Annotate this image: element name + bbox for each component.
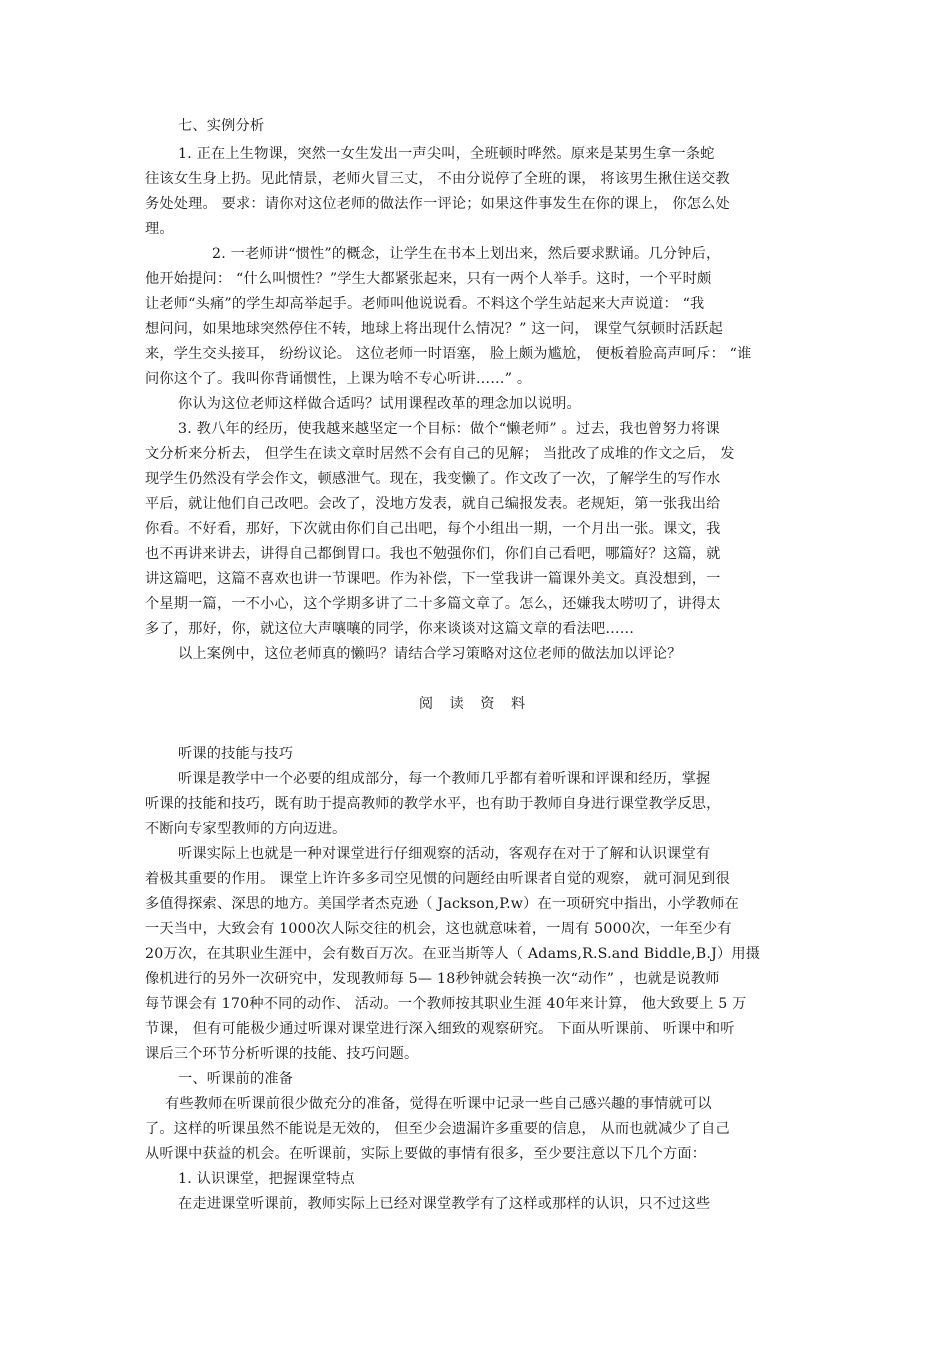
case2-line-6: 问你这个了。我叫你背诵惯性，上课为啥不专心听讲……” 。 (145, 371, 532, 387)
case2-line-4: 想问问，如果地球突然停住不转，地球上将出现什么情况？” 这一问， 课堂气氛顿时活跃起 (145, 321, 723, 337)
para4-line-1: 在走进课堂听课前，教师实际上已经对课堂教学有了这样或那样的认识，只不过这些 (178, 1196, 711, 1212)
case2-line-2: 他开始提问： “什么叫惯性？”学生大都紧张起来，只有一两个人举手。这时，一个平时颇 (145, 271, 712, 287)
case2-question: 你认为这位老师这样做合适吗？试用课程改革的理念加以说明。 (178, 396, 581, 412)
para2-line-9: 课后三个环节分析听课的技能、技巧问题。 (145, 1046, 419, 1062)
case1-line-1: 1. 正在上生物课，突然一女生发出一声尖叫，全班顿时哗然。原来是某男生拿一条蛇 (178, 146, 715, 162)
case3-line-8: 个星期一篇，一不小心，这个学期多讲了二十多篇文章了。怎么，还嫌我太唠叨了，讲得太 (145, 596, 721, 612)
case3-line-9: 多了，那好，你，就这位大声嚷嚷的同学，你来谈谈对这篇文章的看法吧…… (145, 621, 635, 637)
para2-line-1: 听课实际上也就是一种对课堂进行仔细观察的活动，客观存在对于了解和认识课堂有 (178, 846, 711, 862)
para2-line-4: 一天当中，大致会有 1000次人际交往的机会，这也就意味着，一周有 5000次，一年至少有 (145, 921, 732, 937)
case1-line-2: 往该女生身上扔。见此情景，老师火冒三丈， 不由分说停了全班的课， 将该男生揪住送交教 (145, 171, 730, 187)
case1-line-3: 务处处理。 要求：请你对这位老师的做法作一评论；如果这件事发生在你的课上， 你怎么处 (145, 196, 730, 212)
case2-line-5: 来，学生交头接耳， 纷纷议论。 这位老师一时语塞， 脸上颇为尴尬， 便板着脸高声呵斥： “谁 (145, 346, 752, 362)
para2-line-8: 节课， 但有可能极少通过听课对课堂进行深入细致的观察研究。 下面从听课前、 听课中和听 (145, 1021, 735, 1037)
case3-line-1: 3. 教八年的经历，使我越来越坚定一个目标：做个“懒老师” 。过去，我也曾努力将课 (178, 421, 720, 437)
case3-line-4: 平后，就让他们自己改吧。会改了，没地方发表，就自己编报发表。老规矩，第一张我出给 (145, 496, 721, 512)
case1-line-4: 理。 (145, 221, 174, 237)
para1-line-2: 听课的技能和技巧，既有助于提高教师的教学水平，也有助于教师自身进行课堂教学反思， (145, 796, 721, 812)
case3-line-7: 讲这篇吧，这篇不喜欢也讲一节课吧。作为补偿，下一堂我讲一篇课外美文。真没想到，一 (145, 571, 721, 587)
case-section-heading: 七、实例分析 (178, 118, 265, 134)
para2-line-6: 像机进行的另外一次研究中，发现教师每 5— 18秒钟就会转换一次“动作” ，也就是说教师 (145, 971, 720, 987)
para2-line-3: 多值得探索、深思的地方。美国学者杰克逊（ Jackson,P.w）在一项研究中指出，小学教师在 (145, 896, 739, 912)
para3-line-1: 有些教师在听课前很少做充分的准备，觉得在听课中记录一些自己感兴趣的事情就可以 (165, 1096, 712, 1112)
section1-heading: 一、听课前的准备 (178, 1071, 294, 1087)
para2-line-2: 着极其重要的作用。 课堂上许许多多司空见惯的问题经由听课者自觉的观察， 就可洞见到很 (145, 871, 730, 887)
article-title: 听课的技能与技巧 (178, 746, 294, 762)
case2-line-3: 让老师“头痛”的学生却高举起手。老师叫他说说看。不料这个学生站起来大声说道： “我 (145, 296, 705, 312)
para2-line-5: 20万次，在其职业生涯中，会有数百万次。在亚当斯等人（ Adams,R.S.and Biddle,B.J）用摄 (145, 946, 761, 962)
case3-line-6: 也不再讲来讲去，讲得自己都倒胃口。我也不勉强你们，你们自己看吧，哪篇好？这篇，就 (145, 546, 721, 562)
para1-line-1: 听课是教学中一个必要的组成部分，每一个教师几乎都有着听课和评课和经历，掌握 (178, 771, 711, 787)
case3-line-2: 文分析来分析去， 但学生在读文章时居然不会有自己的见解； 当批改了成堆的作文之后， 发 (145, 446, 735, 462)
para3-line-2: 了。这样的听课虽然不能说是无效的， 但至少会遗漏许多重要的信息， 从而也就减少了自己 (145, 1121, 730, 1137)
case3-line-5: 你看。不好看，那好，下次就由你们自己出吧，每个小组出一期，一个月出一张。课文，我 (145, 521, 721, 537)
para2-line-7: 每节课会有 170种不同的动作、 活动。一个教师按其职业生涯 40年来计算， 他大致要上 5 万 (145, 996, 747, 1012)
item1-heading: 1. 认识课堂，把握课堂特点 (178, 1171, 355, 1187)
para1-line-3: 不断向专家型教师的方向迈进。 (145, 821, 347, 837)
reading-title: 阅 读 资 料 (418, 696, 532, 712)
case3-line-3: 现学生仍然没有学会作文，顿感泄气。现在，我变懒了。作文改了一次，了解学生的写作水 (145, 471, 721, 487)
case3-question: 以上案例中，这位老师真的懒吗？请结合学习策略对这位老师的做法加以评论？ (178, 646, 682, 662)
case2-line-1: 2. 一老师讲“惯性”的概念，让学生在书本上划出来，然后要求默诵。几分钟后， (212, 246, 721, 262)
para3-line-3: 从听课中获益的机会。在听课前，实际上要做的事情有很多，至少要注意以下几个方面： (145, 1146, 707, 1162)
